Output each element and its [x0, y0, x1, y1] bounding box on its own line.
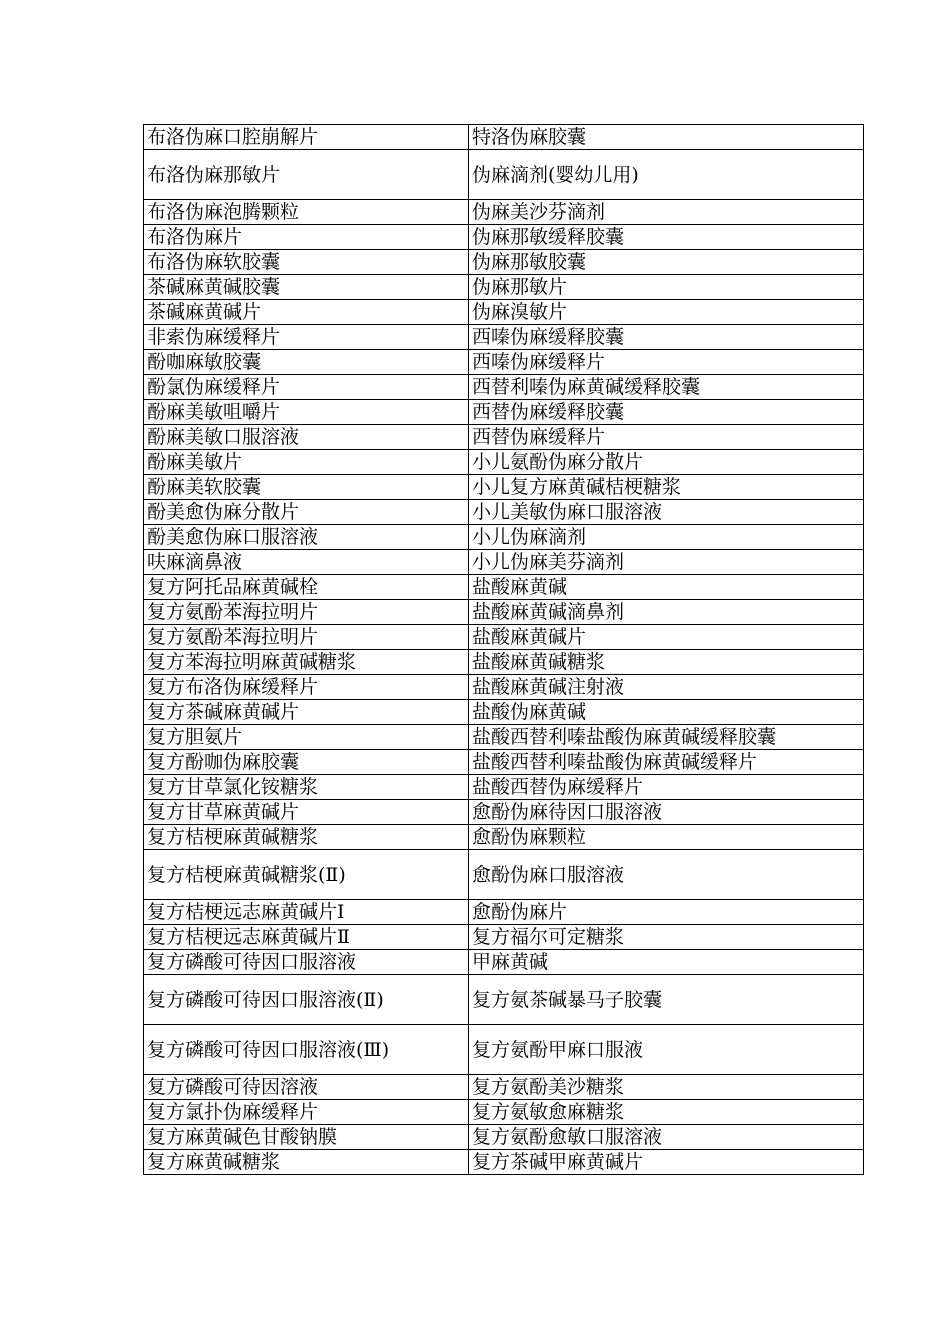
drug-name-left-cell: 复方氨酚苯海拉明片 [144, 625, 469, 650]
drug-list-table [143, 124, 864, 1175]
drug-name-right-cell: 盐酸麻黄碱片 [469, 625, 864, 650]
drug-name-right-cell: 盐酸西替伪麻缓释片 [469, 775, 864, 800]
drug-name-right-cell: 伪麻美沙芬滴剂 [469, 200, 864, 225]
drug-name-left-cell: 复方桔梗远志麻黄碱片Ⅰ [144, 900, 469, 925]
table-row [144, 825, 864, 850]
drug-name-right-cell: 小儿复方麻黄碱桔梗糖浆 [469, 475, 864, 500]
drug-name-left-cell: 酚麻美敏口服溶液 [144, 425, 469, 450]
table-row [144, 450, 864, 475]
drug-list-body [144, 125, 864, 1175]
table-row [144, 775, 864, 800]
drug-name-left-cell: 复方苯海拉明麻黄碱糖浆 [144, 650, 469, 675]
table-row [144, 725, 864, 750]
drug-name-right-cell: 西嗪伪麻缓释胶囊 [469, 325, 864, 350]
table-row [144, 1150, 864, 1175]
drug-name-right-cell: 盐酸西替利嗪盐酸伪麻黄碱缓释片 [469, 750, 864, 775]
drug-name-left-cell: 酚咖麻敏胶囊 [144, 350, 469, 375]
drug-name-right-cell: 盐酸麻黄碱注射液 [469, 675, 864, 700]
drug-name-left-cell: 复方磷酸可待因口服溶液(Ⅱ) [144, 975, 469, 1025]
table-row [144, 125, 864, 150]
drug-name-right-cell: 西替利嗪伪麻黄碱缓释胶囊 [469, 375, 864, 400]
drug-name-right-cell: 复方氨茶碱暴马子胶囊 [469, 975, 864, 1025]
table-row [144, 300, 864, 325]
table-row [144, 950, 864, 975]
drug-name-left-cell: 复方桔梗麻黄碱糖浆(Ⅱ) [144, 850, 469, 900]
drug-name-right-cell: 盐酸麻黄碱 [469, 575, 864, 600]
table-row [144, 750, 864, 775]
table-row [144, 800, 864, 825]
drug-name-right-cell: 复方氨酚愈敏口服溶液 [469, 1125, 864, 1150]
drug-name-left-cell: 复方甘草氯化铵糖浆 [144, 775, 469, 800]
drug-name-left-cell: 复方麻黄碱糖浆 [144, 1150, 469, 1175]
drug-name-left-cell: 复方茶碱麻黄碱片 [144, 700, 469, 725]
table-row [144, 850, 864, 900]
drug-name-right-cell: 愈酚伪麻待因口服溶液 [469, 800, 864, 825]
drug-name-left-cell: 复方磷酸可待因溶液 [144, 1075, 469, 1100]
drug-name-right-cell: 愈酚伪麻口服溶液 [469, 850, 864, 900]
drug-name-left-cell: 复方甘草麻黄碱片 [144, 800, 469, 825]
table-row [144, 425, 864, 450]
drug-name-right-cell: 复方氨敏愈麻糖浆 [469, 1100, 864, 1125]
drug-name-right-cell: 西嗪伪麻缓释片 [469, 350, 864, 375]
table-row [144, 675, 864, 700]
drug-name-right-cell: 伪麻滴剂(婴幼儿用) [469, 150, 864, 200]
drug-name-left-cell: 复方磷酸可待因口服溶液 [144, 950, 469, 975]
drug-name-left-cell: 复方布洛伪麻缓释片 [144, 675, 469, 700]
drug-name-right-cell: 愈酚伪麻颗粒 [469, 825, 864, 850]
drug-name-left-cell: 酚美愈伪麻分散片 [144, 500, 469, 525]
table-row [144, 1125, 864, 1150]
drug-name-right-cell: 复方氨酚甲麻口服液 [469, 1025, 864, 1075]
table-row [144, 500, 864, 525]
table-row [144, 475, 864, 500]
drug-name-left-cell: 布洛伪麻软胶囊 [144, 250, 469, 275]
drug-name-left-cell: 复方桔梗远志麻黄碱片Ⅱ [144, 925, 469, 950]
drug-name-right-cell: 西替伪麻缓释片 [469, 425, 864, 450]
drug-name-right-cell: 盐酸西替利嗪盐酸伪麻黄碱缓释胶囊 [469, 725, 864, 750]
drug-name-left-cell: 呋麻滴鼻液 [144, 550, 469, 575]
drug-name-left-cell: 复方胆氨片 [144, 725, 469, 750]
table-row [144, 1100, 864, 1125]
drug-name-right-cell: 特洛伪麻胶囊 [469, 125, 864, 150]
drug-name-left-cell: 布洛伪麻泡腾颗粒 [144, 200, 469, 225]
drug-name-right-cell: 伪麻那敏胶囊 [469, 250, 864, 275]
drug-name-right-cell: 小儿伪麻美芬滴剂 [469, 550, 864, 575]
table-row [144, 975, 864, 1025]
drug-name-left-cell: 酚麻美软胶囊 [144, 475, 469, 500]
drug-name-left-cell: 布洛伪麻片 [144, 225, 469, 250]
drug-name-left-cell: 复方阿托品麻黄碱栓 [144, 575, 469, 600]
drug-name-right-cell: 甲麻黄碱 [469, 950, 864, 975]
drug-name-left-cell: 复方酚咖伪麻胶囊 [144, 750, 469, 775]
table-row [144, 150, 864, 200]
table-row [144, 700, 864, 725]
drug-name-right-cell: 复方茶碱甲麻黄碱片 [469, 1150, 864, 1175]
drug-name-left-cell: 布洛伪麻口腔崩解片 [144, 125, 469, 150]
drug-name-left-cell: 非索伪麻缓释片 [144, 325, 469, 350]
table-row [144, 400, 864, 425]
drug-name-right-cell: 盐酸麻黄碱糖浆 [469, 650, 864, 675]
drug-name-right-cell: 伪麻那敏缓释胶囊 [469, 225, 864, 250]
table-row [144, 1075, 864, 1100]
drug-name-right-cell: 盐酸麻黄碱滴鼻剂 [469, 600, 864, 625]
table-row [144, 275, 864, 300]
drug-name-left-cell: 复方桔梗麻黄碱糖浆 [144, 825, 469, 850]
drug-name-right-cell: 愈酚伪麻片 [469, 900, 864, 925]
drug-name-left-cell: 酚氯伪麻缓释片 [144, 375, 469, 400]
drug-name-right-cell: 复方福尔可定糖浆 [469, 925, 864, 950]
table-row [144, 550, 864, 575]
drug-name-left-cell: 复方氯扑伪麻缓释片 [144, 1100, 469, 1125]
drug-name-left-cell: 复方麻黄碱色甘酸钠膜 [144, 1125, 469, 1150]
table-row [144, 925, 864, 950]
drug-name-right-cell: 小儿氨酚伪麻分散片 [469, 450, 864, 475]
drug-name-right-cell: 伪麻溴敏片 [469, 300, 864, 325]
drug-name-left-cell: 茶碱麻黄碱胶囊 [144, 275, 469, 300]
drug-name-right-cell: 小儿美敏伪麻口服溶液 [469, 500, 864, 525]
table-row [144, 575, 864, 600]
table-row [144, 1025, 864, 1075]
table-row [144, 650, 864, 675]
table-row [144, 325, 864, 350]
drug-name-left-cell: 酚麻美敏片 [144, 450, 469, 475]
drug-name-left-cell: 复方磷酸可待因口服溶液(Ⅲ) [144, 1025, 469, 1075]
table-row [144, 350, 864, 375]
drug-name-right-cell: 盐酸伪麻黄碱 [469, 700, 864, 725]
table-row [144, 525, 864, 550]
drug-name-left-cell: 酚美愈伪麻口服溶液 [144, 525, 469, 550]
table-row [144, 900, 864, 925]
drug-name-right-cell: 西替伪麻缓释胶囊 [469, 400, 864, 425]
table-row [144, 250, 864, 275]
table-row [144, 625, 864, 650]
drug-name-right-cell: 小儿伪麻滴剂 [469, 525, 864, 550]
table-row [144, 375, 864, 400]
drug-name-left-cell: 布洛伪麻那敏片 [144, 150, 469, 200]
table-row [144, 600, 864, 625]
table-row [144, 225, 864, 250]
table-row [144, 200, 864, 225]
drug-name-left-cell: 复方氨酚苯海拉明片 [144, 600, 469, 625]
drug-name-right-cell: 伪麻那敏片 [469, 275, 864, 300]
drug-name-left-cell: 酚麻美敏咀嚼片 [144, 400, 469, 425]
drug-name-right-cell: 复方氨酚美沙糖浆 [469, 1075, 864, 1100]
drug-name-left-cell: 茶碱麻黄碱片 [144, 300, 469, 325]
